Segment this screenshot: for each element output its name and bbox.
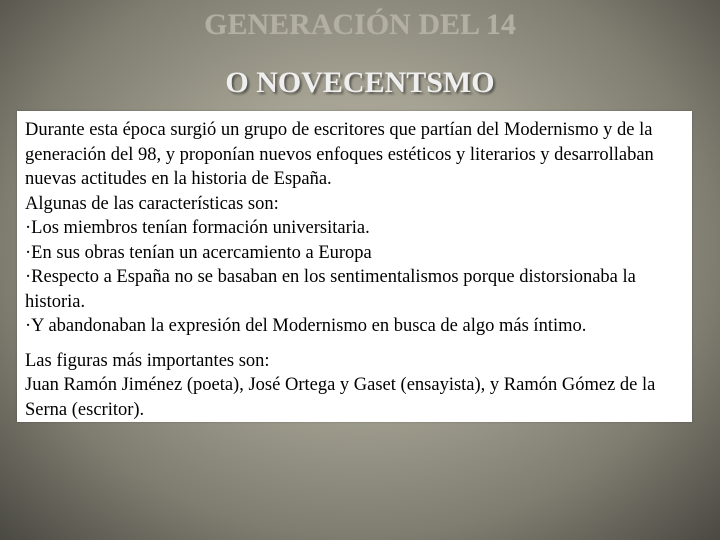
slide-title-line-1: GENERACIÓN DEL 14 — [204, 8, 516, 41]
characteristics-heading: Algunas de las características son: — [25, 193, 279, 214]
figures-list: Juan Ramón Jiménez (poeta), José Ortega y Gaset (ensayista), y Ramón Gómez de la Serna (escritor). — [25, 375, 656, 420]
characteristic-item: ·Los miembros tenían formación universitaria. — [25, 218, 370, 238]
characteristic-item: ·En sus obras tenían un acercamiento a Europa — [25, 242, 372, 263]
characteristic-item: ·Respecto a España no se basaban en los sentimentalismos porque distorsionaba la historia. — [25, 267, 636, 312]
content-text-box — [17, 111, 692, 422]
slide-title-line-2: O NOVECENTSMO — [225, 66, 495, 99]
figures-heading: Las figuras más importantes son: — [25, 350, 270, 371]
intro-paragraph: Durante esta época surgió un grupo de escritores que partían del Modernismo y de la generación del 98, y proponían nuevos enfoques estéticos y literarios y desarrollaban nuevas actitudes en la historia de España. — [25, 120, 654, 189]
characteristic-item: ·Y abandonaban la expresión del Modernismo en busca de algo más íntimo. — [25, 316, 587, 336]
